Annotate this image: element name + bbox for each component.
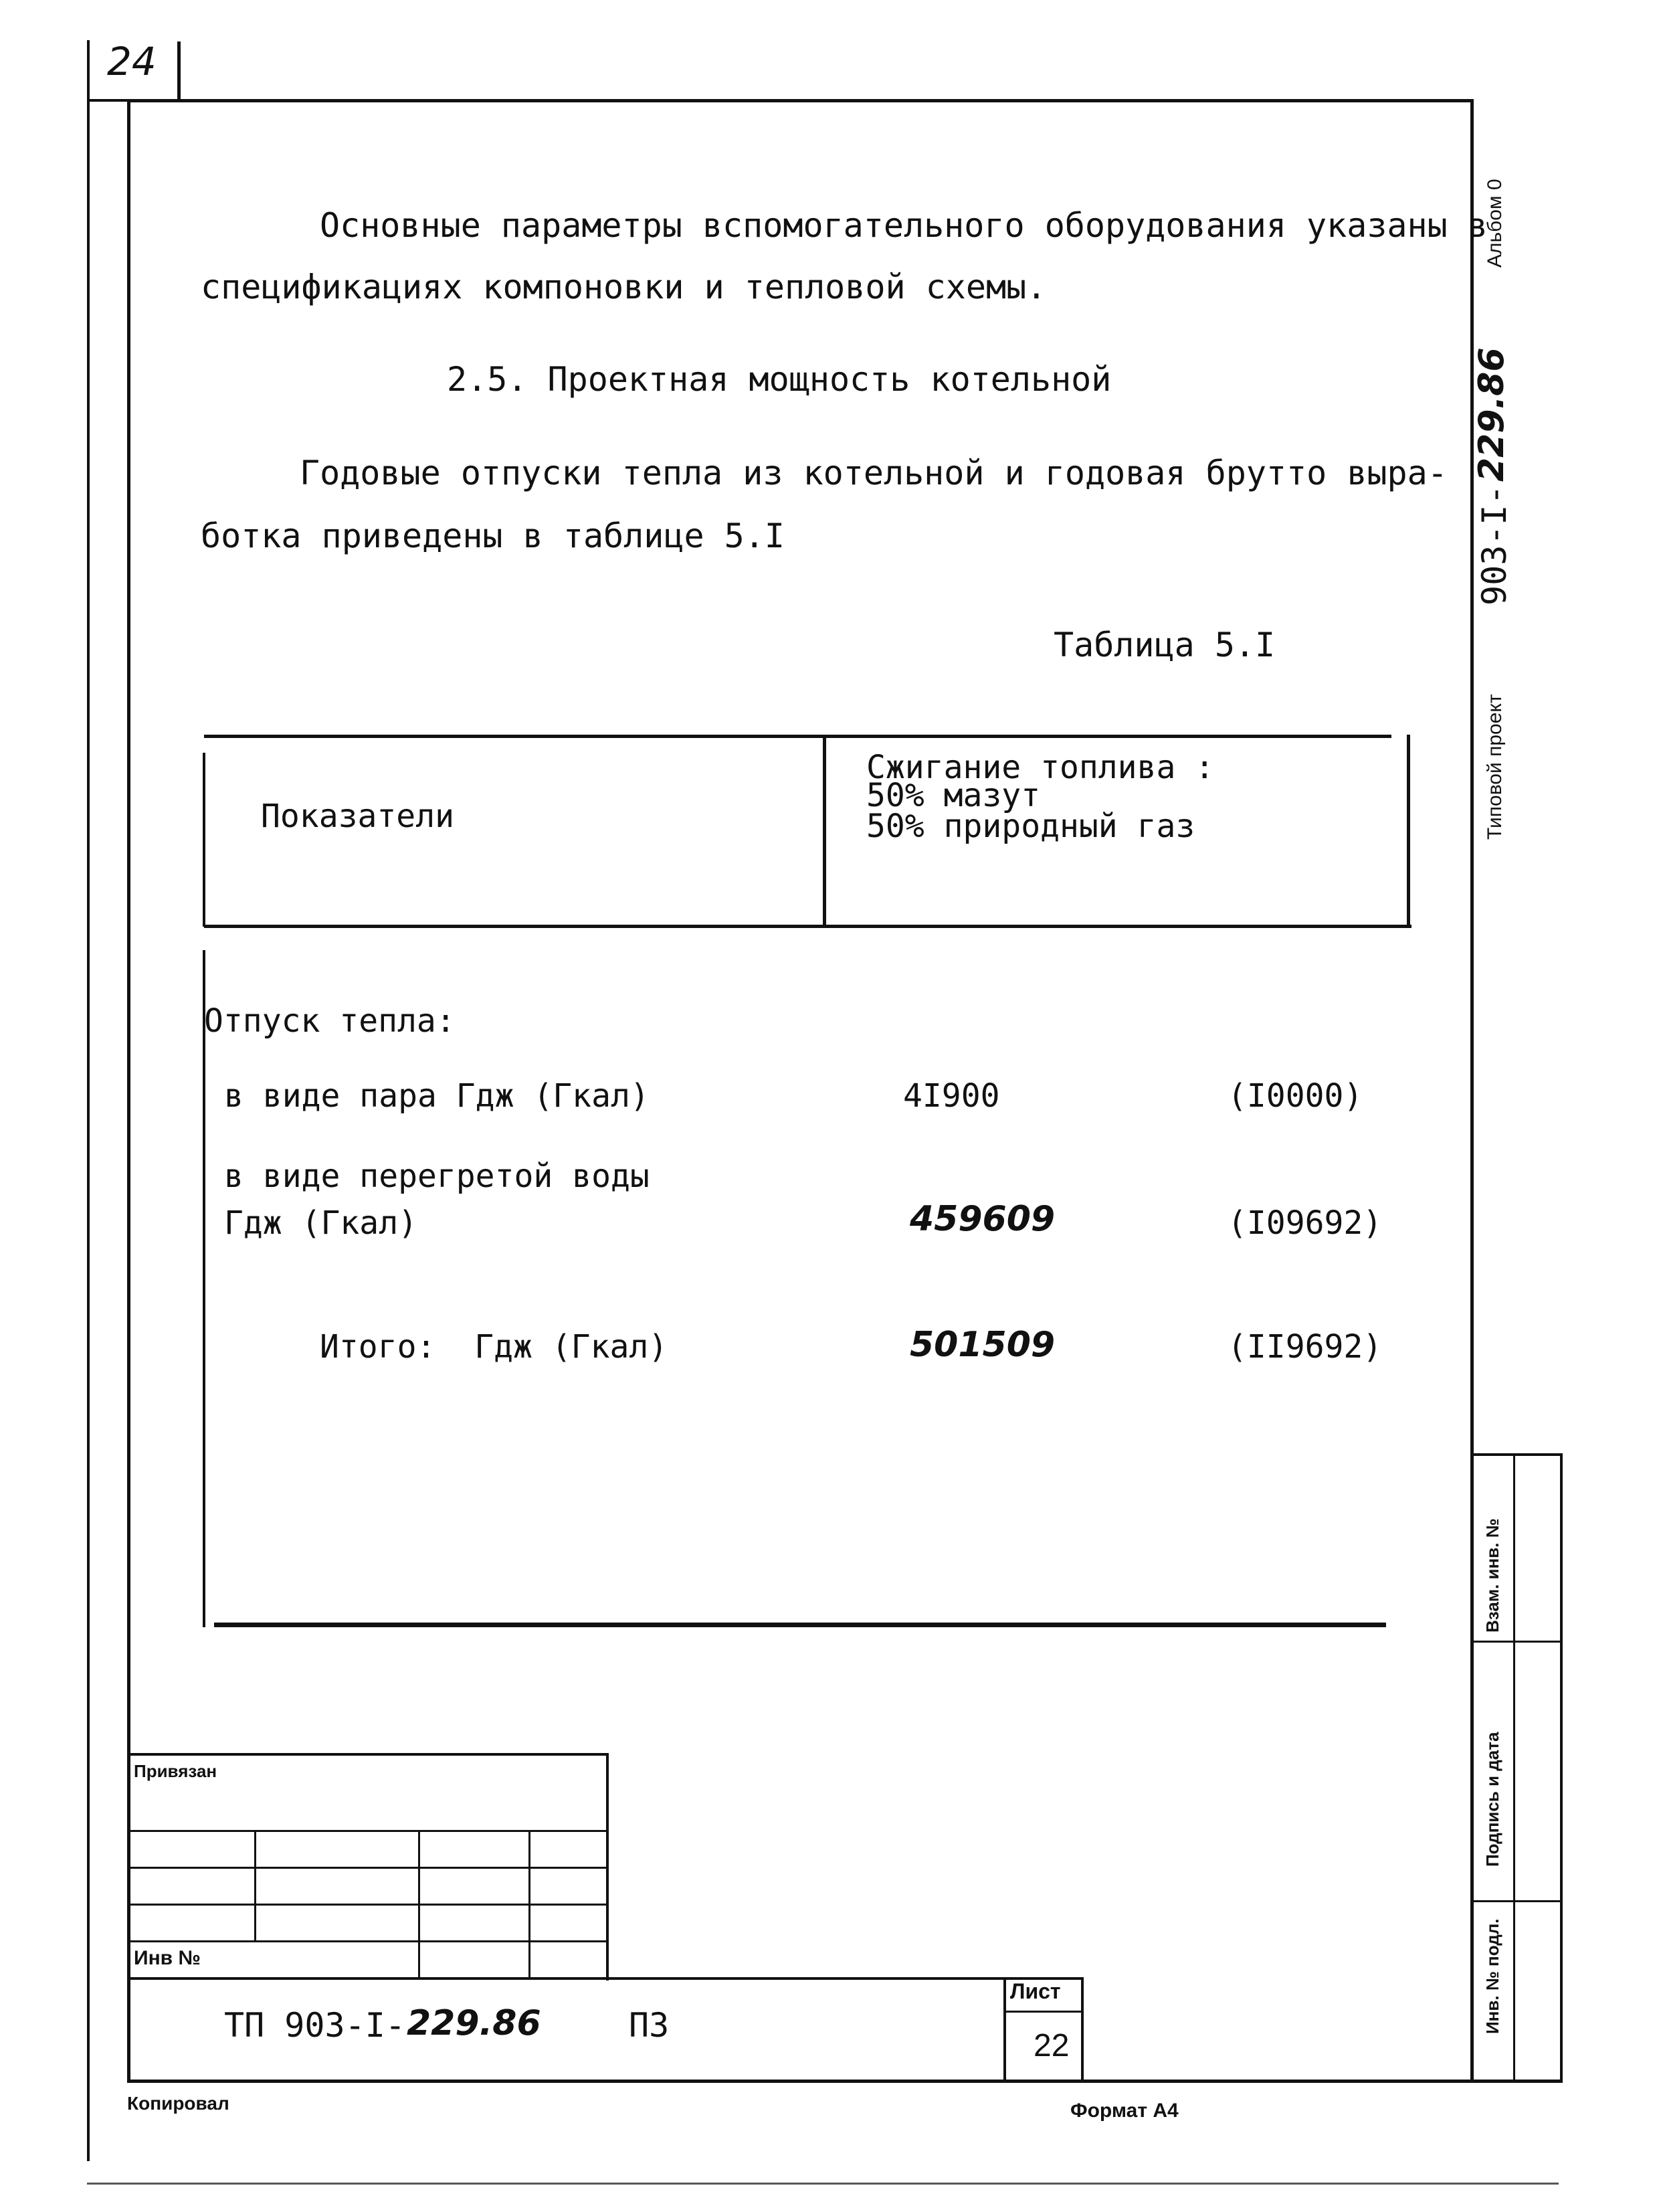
tb-sheet-label: Лист [1010,1979,1061,2003]
page-number-divider [177,41,181,100]
row-total-value: 501509 [910,1325,1056,1365]
row-steam-value: 4I900 [903,1077,1000,1115]
tb-col-2 [418,1830,420,1977]
frame-bottom [127,2080,1563,2083]
tb-col-3 [528,1830,530,1977]
tb-row-3 [127,1904,609,1906]
paragraph-2-line-1: Годовые отпуски тепла из котельной и годовая брутто выра- [300,454,1448,492]
side-label-project-code-hand: 229.86 [1472,347,1512,482]
row-water-value-gcal: (I09692) [1228,1204,1383,1242]
side-stamp-sep-1 [1470,1641,1563,1643]
side-label-project: Типовой проект [1484,694,1506,840]
row-total-label: Итого: Гдж (Гкал) [320,1328,668,1366]
side-stamp-right [1560,1453,1563,2082]
table-bottom-rule [214,1623,1386,1627]
table-group-label: Отпуск тепла: [204,1002,456,1040]
tb-doc-type: ПЗ [629,2006,670,2045]
tb-sheet-left [1003,1977,1006,2081]
side-stamp-sep-2 [1470,1900,1563,1902]
tb-sheet-right [1081,1977,1084,2081]
table-left-edge-header [203,753,205,927]
frame-left [127,99,130,2082]
table-right-edge [1407,735,1410,927]
tb-row-2 [127,1867,609,1869]
row-water-value: 459609 [910,1199,1056,1239]
table-header-fuel-line-1: Сжигание топлива : [866,749,1215,786]
row-steam-label: в виде пара Гдж (Гкал) [224,1077,650,1115]
tb-row-5 [127,1977,1084,1980]
row-steam-value-gcal: (I0000) [1228,1077,1363,1115]
section-heading: 2.5. Проектная мощность котельной [447,360,1112,399]
table-header-fuel-line-2: 50% мазут [866,777,1041,814]
side-label-inv-podl: Инв. № подл. [1482,1918,1502,2034]
row-water-label-line-2: Гдж (Гкал) [224,1204,417,1242]
tb-privyazan-top [127,1753,609,1756]
tb-sheet-mid [1003,2011,1084,2013]
side-stamp-divider [1513,1453,1515,2082]
page-number: 24 [107,39,157,84]
paragraph-1-line-2: спецификациях компоновки и тепловой схемы. [201,268,1047,306]
table-top-rule [204,735,1391,738]
tb-doc-code: ТП 903-I- [224,2006,405,2045]
table-caption: Таблица 5.I [1054,626,1276,664]
tb-inv-no-label: Инв № [134,1947,201,1969]
side-label-project-code: 903-I- [1475,484,1514,606]
tb-privyazan-label: Привязан [134,1761,217,1781]
footer-copied: Копировал [127,2093,229,2114]
table-header-fuel-line-3: 50% природный газ [866,808,1195,845]
left-margin-line [87,40,90,2161]
footer-format: Формат А4 [1070,2100,1179,2122]
tb-sheet-number: 22 [1034,2028,1070,2063]
side-label-vzam-inv: Взам. инв. № [1482,1518,1502,1633]
row-total-value-gcal: (II9692) [1228,1328,1383,1366]
paragraph-1-line-1: Основные параметры вспомогательного оборудования указаны в [320,206,1488,245]
table-header-indicators: Показатели [261,798,454,835]
side-stamp-top [1470,1453,1563,1456]
table-col-divider [823,735,826,927]
paragraph-2-line-2: ботка приведены в таблице 5.I [201,517,785,555]
bottom-cut-line [87,2183,1559,2185]
table-header-rule [204,925,1411,928]
side-label-album: Альбом 0 [1484,179,1506,268]
tb-col-1 [254,1830,256,1940]
tb-doc-code-hand: 229.86 [407,2003,541,2043]
tb-row-1 [127,1830,609,1832]
table-left-edge-body [203,950,205,1627]
side-label-podpis-data: Подпись и дата [1482,1732,1502,1867]
frame-top [127,99,1473,102]
tb-row-4 [127,1940,609,1942]
row-water-label-line-1: в виде перегретой воды [224,1158,650,1195]
